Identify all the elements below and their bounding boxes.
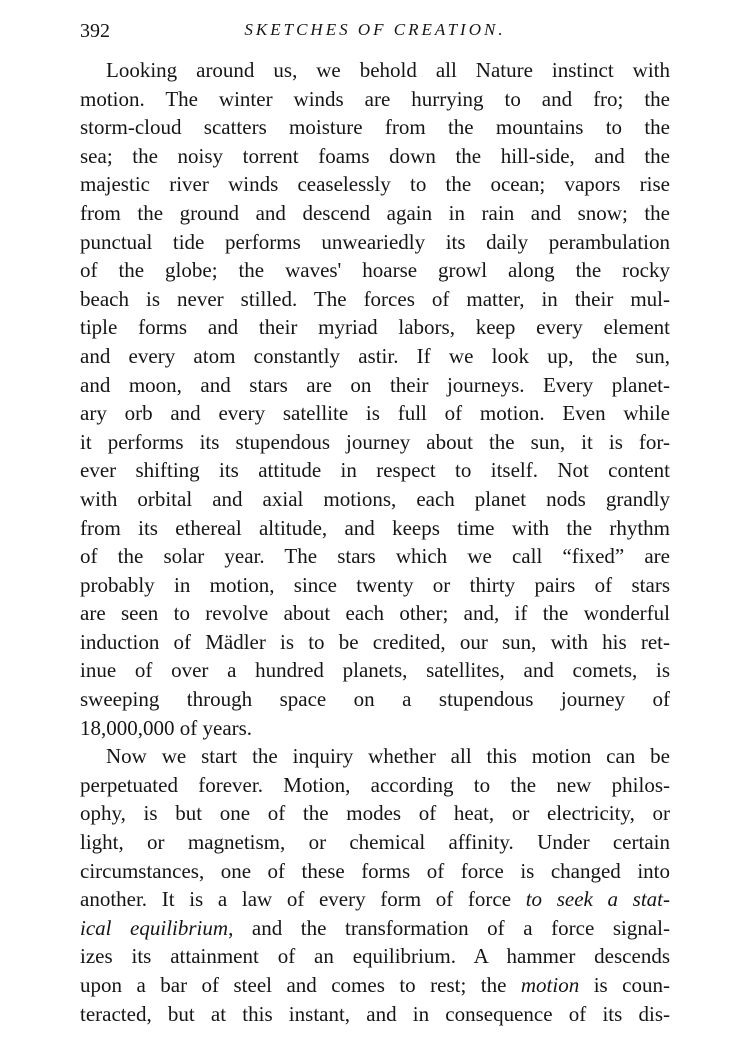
text-line: probably in motion, since twenty or thirty pairs of stars bbox=[80, 572, 670, 597]
text-line: are seen to revolve about each other; and, if the wonderful bbox=[80, 601, 670, 626]
text-line: from the ground and descend again in rain and snow; the bbox=[80, 200, 670, 225]
italic-text: ical equilibrium bbox=[80, 915, 229, 940]
text-line: Looking around us, we behold all Nature instinct with bbox=[106, 58, 670, 82]
text-line: majestic river winds ceaselessly to the ocean; vapors rise bbox=[80, 172, 670, 197]
italic-text: to seek a stat- bbox=[525, 887, 670, 912]
text-line: beach is never stilled. The forces of matter, in their mul- bbox=[80, 286, 670, 311]
text-line: sweeping through space on a stupendous journey of bbox=[80, 687, 670, 712]
text-line: ever shifting its attitude in respect to itself. Not content bbox=[80, 458, 670, 483]
text-line: with orbital and axial motions, each planet nods grandly bbox=[80, 486, 670, 511]
body-text bbox=[80, 56, 670, 1028]
italic-text: motion bbox=[520, 973, 580, 997]
text-line bbox=[80, 914, 670, 943]
text-line: induction of Mädler is to be credited, our sun, with his ret- bbox=[80, 629, 670, 654]
text-line: sea; the noisy torrent foams down the hill-side, and the bbox=[80, 143, 670, 168]
text-line: izes its attainment of an equilibrium. A hammer descends bbox=[80, 944, 670, 969]
text-line: and moon, and stars are on their journeys. Every planet- bbox=[80, 372, 670, 397]
text-line: ary orb and every satellite is full of motion. Even while bbox=[80, 401, 670, 426]
page-header bbox=[80, 20, 670, 46]
text-line: of the solar year. The stars which we call “fixed” are bbox=[80, 544, 670, 569]
text-line: of the globe; the waves' hoarse growl along the rocky bbox=[80, 258, 670, 283]
text-run: , and the transformation of a force signal- bbox=[228, 915, 670, 940]
text-line: from its ethereal altitude, and keeps time with the rhythm bbox=[80, 515, 670, 540]
text-line: and every atom constantly astir. If we look up, the sun, bbox=[80, 343, 670, 368]
text-line bbox=[80, 971, 670, 1000]
text-line: Now we start the inquiry whether all this motion can be bbox=[106, 744, 670, 769]
paragraph-1 bbox=[80, 56, 670, 742]
text-line: ophy, is but one of the modes of heat, or electricity, or bbox=[80, 801, 670, 826]
text-line: 18,000,000 of years. bbox=[80, 715, 253, 740]
text-line: tiple forms and their myriad labors, keep every element bbox=[80, 315, 670, 340]
text-line: storm-cloud scatters moisture from the mountains to the bbox=[80, 115, 670, 140]
text-run: is coun- bbox=[579, 973, 670, 997]
text-line: circumstances, one of these forms of force is changed into bbox=[80, 858, 670, 883]
text-line: it performs its stupendous journey about the sun, it is for- bbox=[80, 429, 670, 454]
text-line bbox=[80, 885, 670, 914]
text-run: another. It is a law of every form of force bbox=[80, 887, 526, 912]
page-number: 392 bbox=[80, 20, 110, 42]
text-line: inue of over a hundred planets, satellites, and comets, is bbox=[80, 658, 670, 683]
text-line: perpetuated forever. Motion, according to the new philos- bbox=[80, 772, 670, 797]
text-line: punctual tide performs unweariedly its daily perambulation bbox=[80, 229, 670, 254]
text-line: teracted, but at this instant, and in consequence of its dis- bbox=[80, 1001, 670, 1026]
paragraph-2 bbox=[80, 742, 670, 1028]
text-line: light, or magnetism, or chemical affinity. Under certain bbox=[80, 830, 670, 855]
text-run: upon a bar of steel and comes to rest; the bbox=[80, 973, 521, 997]
text-line: motion. The winter winds are hurrying to and fro; the bbox=[80, 86, 670, 111]
running-title: SKETCHES OF CREATION. bbox=[244, 20, 506, 39]
